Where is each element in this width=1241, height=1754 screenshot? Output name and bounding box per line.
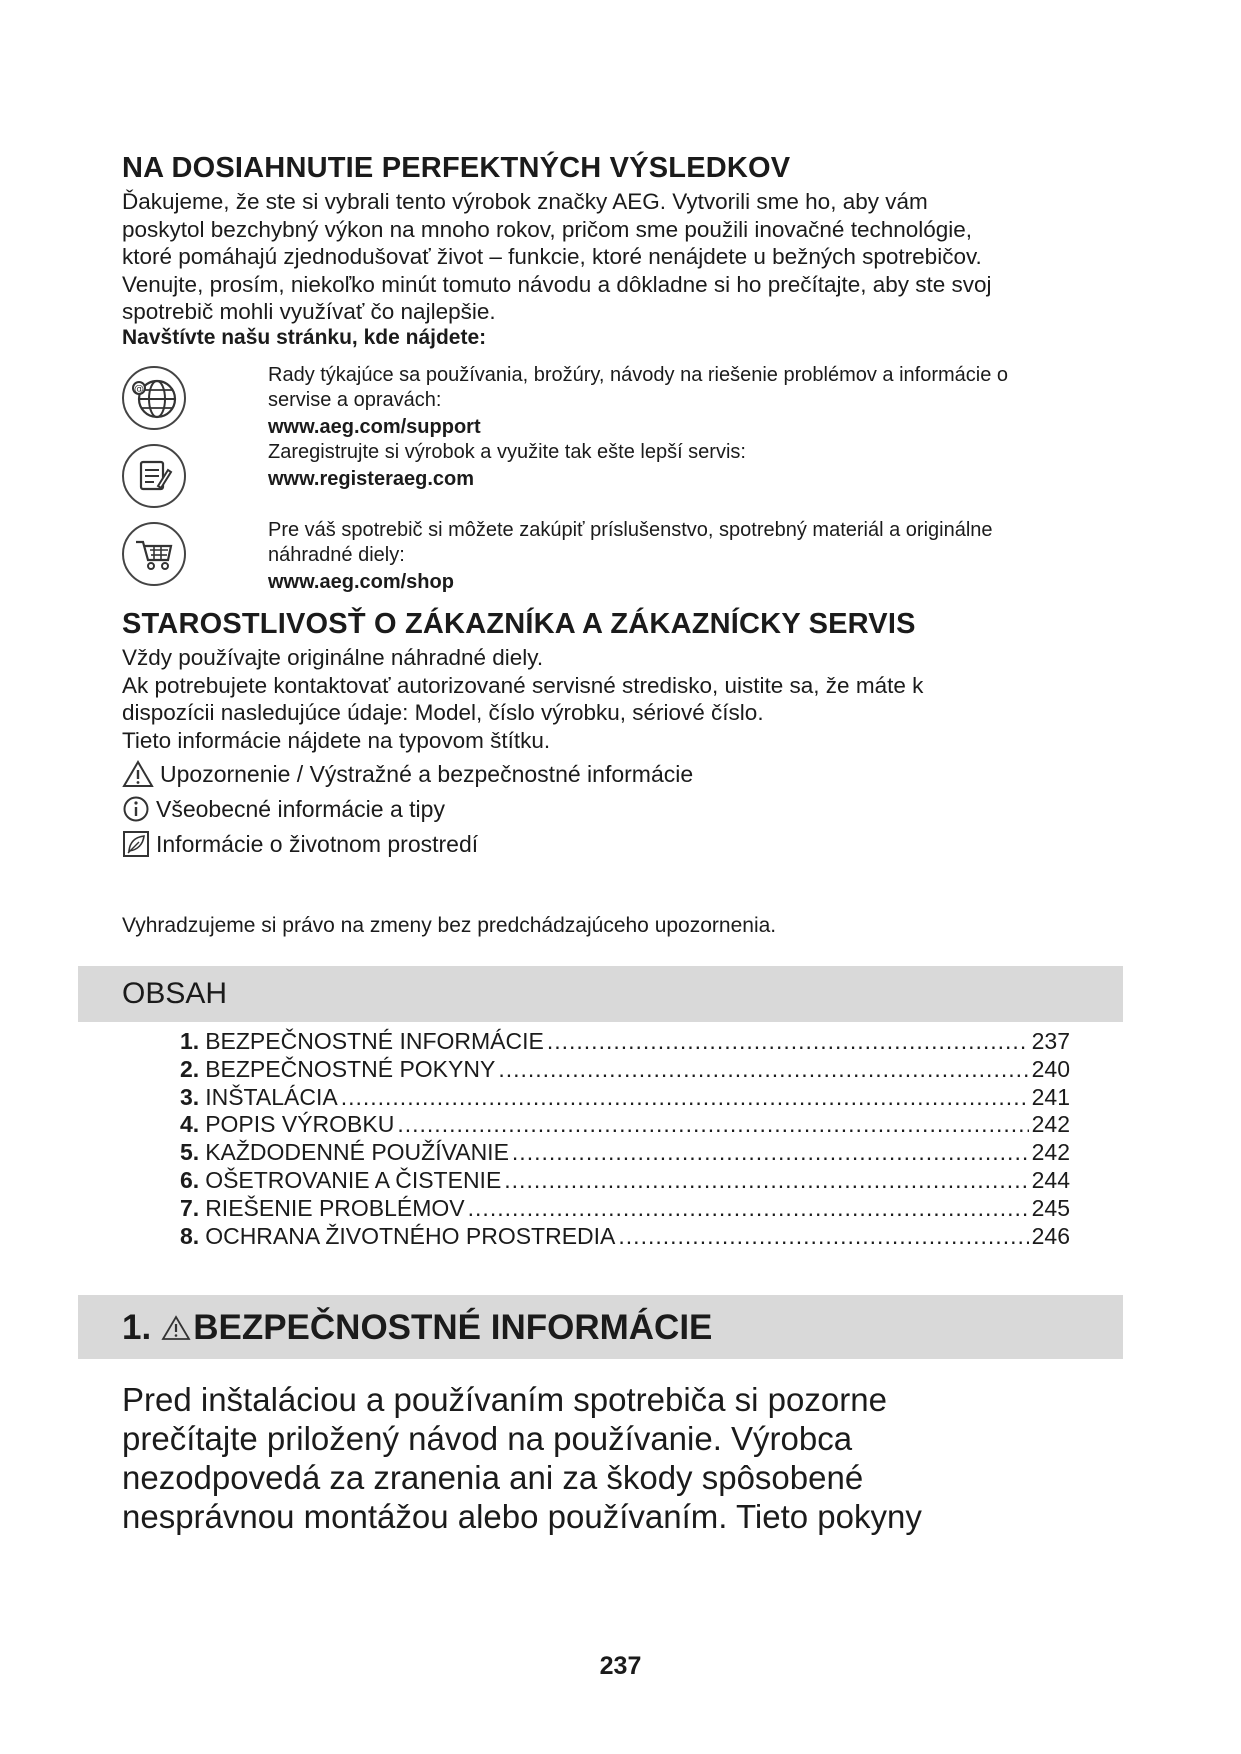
toc-number: 1. [180,1028,200,1054]
section-line: Pred inštaláciou a používaním spotrebiča si pozorne [122,1381,887,1418]
intro-heading: NA DOSIAHNUTIE PERFEKTNÝCH VÝSLEDKOV [122,152,791,184]
legend-info [122,795,445,823]
toc-page: 241 [1031,1083,1070,1110]
service-shop [268,518,993,595]
toc-label: OŠETROVANIE A ČISTENIE [205,1166,502,1193]
support-link[interactable]: www.aeg.com/support [268,416,481,438]
cart-icon [122,522,186,586]
globe-icon [122,366,186,430]
toc-number: 8. [180,1222,200,1249]
service-text: Pre váš spotrebič si môžete zakúpiť príslušenstvo, spotrebný materiál a originálne [268,519,993,541]
warning-icon [161,1315,191,1341]
intro-line: ktoré pomáhajú zjednodušovať život – funkcie, ktoré nenájdete u bežných spotrebičov. [122,244,982,269]
toc-item[interactable] [180,1195,1070,1223]
toc-leader [498,1056,1028,1084]
toc-page: 242 [1031,1139,1070,1166]
toc-page: 246 [1031,1222,1070,1249]
section-heading: BEZPEČNOSTNÉ INFORMÁCIE [193,1308,713,1347]
section-number: 1. [122,1308,152,1347]
legend-text: Informácie o životnom prostredí [156,830,479,857]
toc-page: 245 [1031,1194,1070,1221]
care-line: Ak potrebujete kontaktovať autorizované servisné stredisko, uistite sa, že máte k [122,672,924,698]
svg-text:@: @ [134,384,144,395]
toc-leader [618,1223,1028,1251]
toc-label: POPIS VÝROBKU [205,1111,395,1138]
care-line: Vždy používajte originálne náhradné diely. [122,645,544,670]
care-paragraph [122,644,923,754]
toc-item[interactable] [180,1056,1070,1084]
intro-line: Ďakujeme, že ste si vybrali tento výrobok značky AEG. Vytvorili sme ho, aby vám [122,189,928,214]
register-icon [122,444,186,508]
legend-text: Upozornenie / Výstražné a bezpečnostné informácie [160,760,694,787]
register-link[interactable]: www.registeraeg.com [268,468,474,490]
service-text: náhradné diely: [268,544,405,566]
toc-leader [504,1167,1028,1195]
toc-leader [468,1195,1029,1223]
section-line: nezodpovedá za zranenia ani za škody spôsobené [122,1459,864,1496]
toc-label: RIEŠENIE PROBLÉMOV [205,1194,465,1221]
contents-title: OBSAH [122,977,228,1010]
care-heading: STAROSTLIVOSŤ O ZÁKAZNÍKA A ZÁKAZNÍCKY SERVIS [122,608,916,640]
intro-line: Venujte, prosím, niekoľko minút tomuto návodu a dôkladne si ho prečítajte, aby ste svoj [122,271,992,297]
section-band [78,1295,1123,1359]
service-support [268,363,1008,440]
shop-link[interactable]: www.aeg.com/shop [268,571,454,593]
toc-item[interactable] [180,1139,1070,1167]
toc-item[interactable] [180,1111,1070,1139]
toc-label: OCHRANA ŽIVOTNÉHO PROSTREDIA [205,1222,616,1249]
legend-text: Všeobecné informácie a tipy [156,795,445,822]
section-title [122,1308,712,1348]
intro-line: spotrebič mohli využívať čo najlepšie. [122,299,496,324]
service-text: Rady týkajúce sa používania, brožúry, návody na riešenie problémov a informácie o [268,364,1009,386]
toc-item[interactable] [180,1167,1070,1195]
toc-page: 240 [1031,1055,1070,1082]
toc-number: 2. [180,1055,200,1082]
section-line: nesprávnou montážou alebo používaním. Tieto pokyny [122,1498,922,1535]
toc-label: INŠTALÁCIA [205,1083,338,1110]
service-text: servise a opravách: [268,389,442,411]
care-line: dispozícii nasledujúce údaje: Model, číslo výrobku, sériové číslo. [122,700,764,725]
intro-paragraph [122,188,992,326]
section-paragraph [122,1380,922,1536]
toc-number: 3. [180,1083,200,1110]
toc-label: KAŽDODENNÉ POUŽÍVANIE [205,1139,509,1166]
page-number: 237 [599,1652,642,1680]
warning-icon [122,760,154,788]
toc-number: 6. [180,1166,200,1193]
toc-item[interactable] [180,1028,1070,1056]
service-register [268,440,746,492]
toc-label: BEZPEČNOSTNÉ INFORMÁCIE [205,1028,544,1054]
contents-list [180,1028,1070,1250]
visit-label: Navštívte našu stránku, kde nájdete: [122,326,487,349]
section-line: prečítajte priložený návod na používanie. Výrobca [122,1420,853,1457]
toc-item[interactable] [180,1084,1070,1112]
toc-page: 237 [1031,1028,1070,1054]
legend-warning [122,760,693,788]
toc-label: BEZPEČNOSTNÉ POKYNY [205,1055,496,1082]
toc-leader [547,1028,1029,1056]
reserve-note: Vyhradzujeme si právo na zmeny bez predchádzajúceho upozornenia. [122,914,777,937]
toc-leader [512,1139,1029,1167]
intro-line: poskytol bezchybný výkon na mnoho rokov, pričom sme použili inovačné technológie, [122,216,973,242]
toc-number: 7. [180,1194,200,1221]
contents-band [78,966,1123,1022]
toc-page: 244 [1031,1166,1070,1193]
toc-leader [341,1084,1029,1112]
toc-page: 242 [1031,1111,1070,1138]
toc-number: 4. [180,1111,200,1138]
info-icon [122,795,150,823]
toc-number: 5. [180,1139,200,1166]
toc-item[interactable] [180,1223,1070,1251]
toc-leader [397,1111,1028,1139]
care-line: Tieto informácie nájdete na typovom štítku. [122,727,551,753]
service-text: Zaregistrujte si výrobok a využite tak ešte lepší servis: [268,441,746,463]
legend-environment [122,830,478,858]
leaf-icon [122,830,150,858]
